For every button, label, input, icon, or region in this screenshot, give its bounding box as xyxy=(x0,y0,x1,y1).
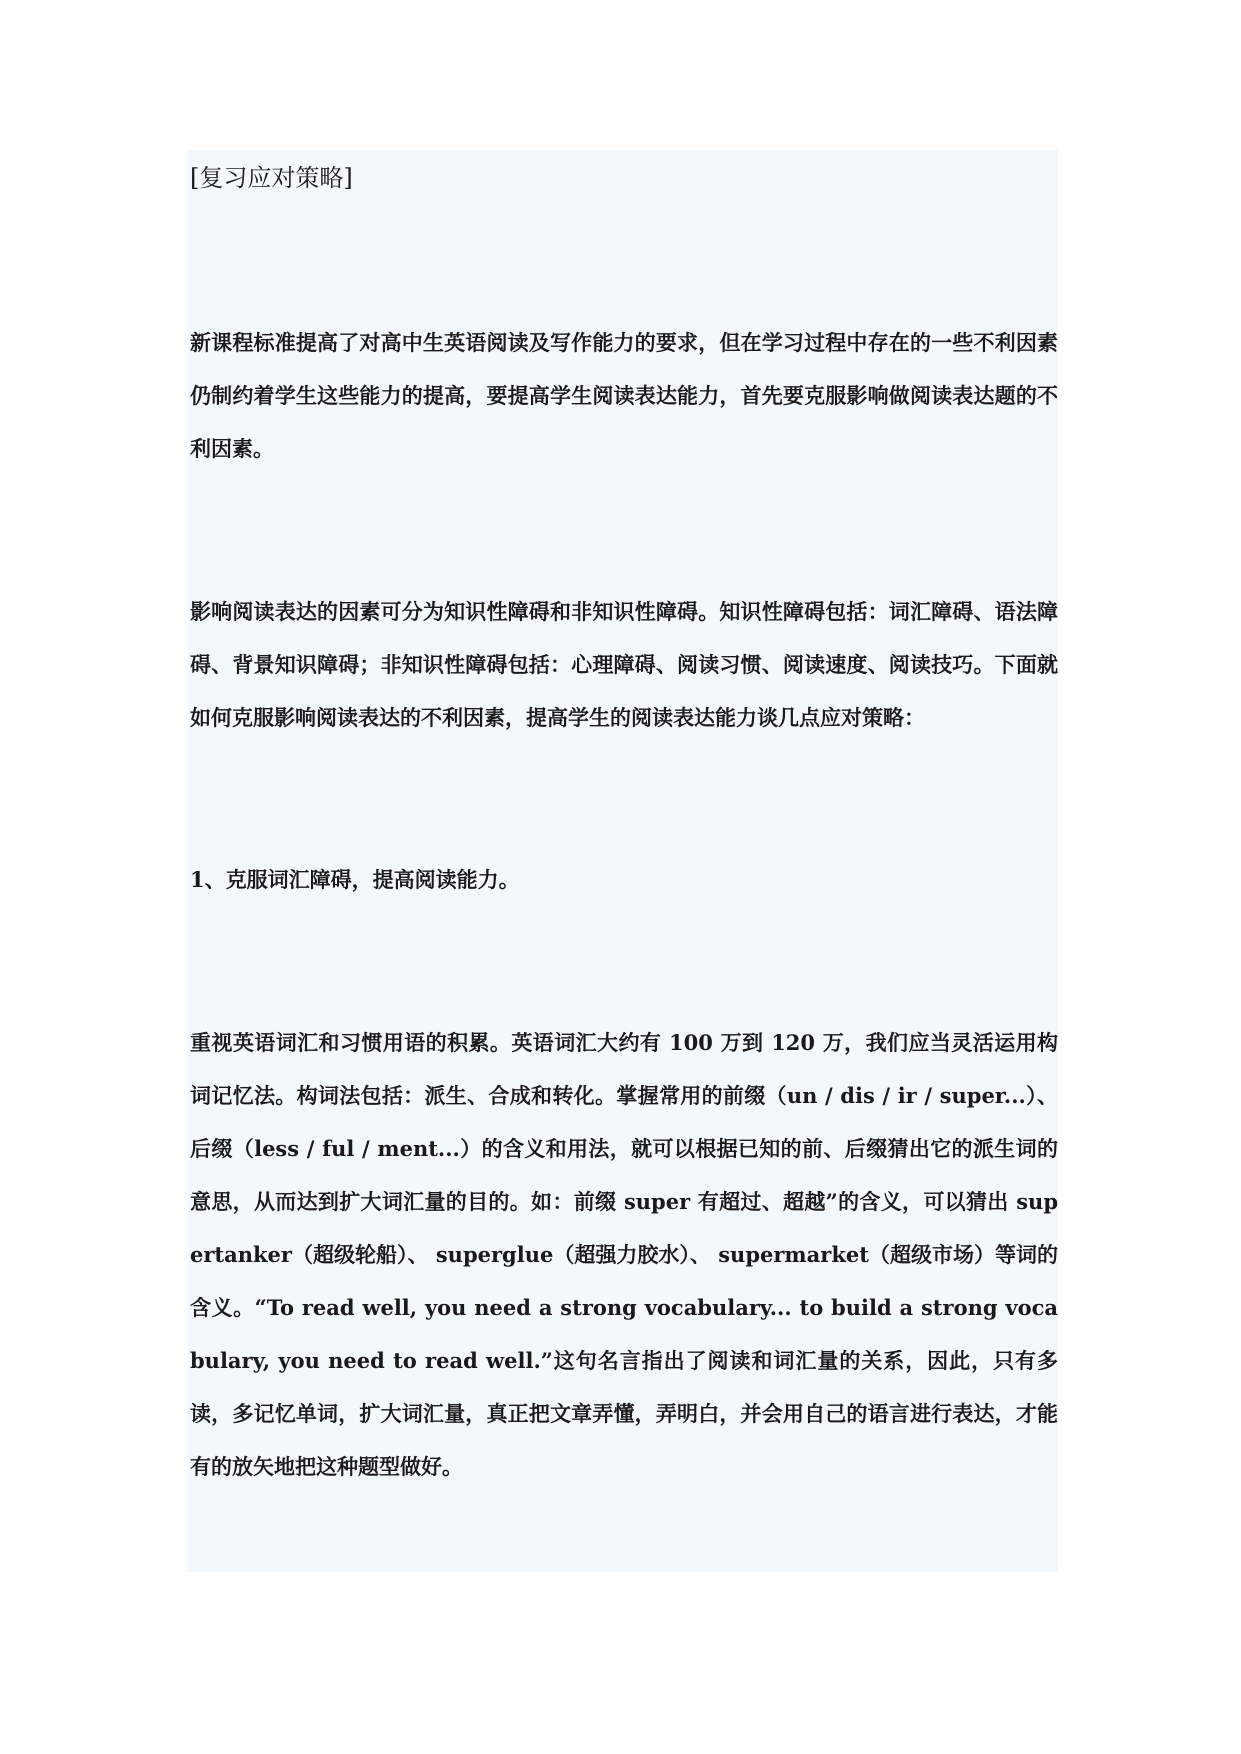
paragraph-factors: 影响阅读表达的因素可分为知识性障碍和非知识性障碍。知识性障碍包括：词汇障碍、语法障碍、背景知识障碍；非知识性障碍包括：心理障碍、阅读习惯、阅读速度、阅读技巧。下面就如何克服影响阅读表达的不利因素，提高学生的阅读表达能力谈几点应对策略： xyxy=(190,599,1058,730)
paragraph-intro: 新课程标准提高了对高中生英语阅读及写作能力的要求，但在学习过程中存在的一些不利因素仍制约着学生这些能力的提高，要提高学生阅读表达能力，首先要克服影响做阅读表达题的不利因素。 xyxy=(190,330,1058,461)
section-heading: [复习应对策略] xyxy=(190,164,353,192)
paragraph-vocabulary: 重视英语词汇和习惯用语的积累。英语词汇大约有 100 万到 120 万，我们应当灵活运用构词记忆法。构词法包括：派生、合成和转化。掌握常用的前缀（un / dis / ir / super...）、后缀（less / ful / ment...）的含义和用法，就可以根据已知的前、后缀猜出它的派生词的意思，从而达到扩大词汇量的目的。如：前缀 super 有超过、超越”的含义，可以猜出 supertanker（超级轮船）、 superglue（超强力胶水）、 supermarket（超级市场）等词的含义。“To read well, you need a strong vocabulary... to build a strong vocabulary, you need to read well.”这句名言指出了阅读和词汇量的关系，因此，只有多读，多记忆单词，扩大词汇量，真正把文章弄懂，弄明白，并会用自己的语言进行表达，才能有的放矢地把这种题型做好。 xyxy=(190,1030,1058,1479)
paragraph-point-one: 1、克服词汇障碍，提高阅读能力。 xyxy=(190,867,520,892)
